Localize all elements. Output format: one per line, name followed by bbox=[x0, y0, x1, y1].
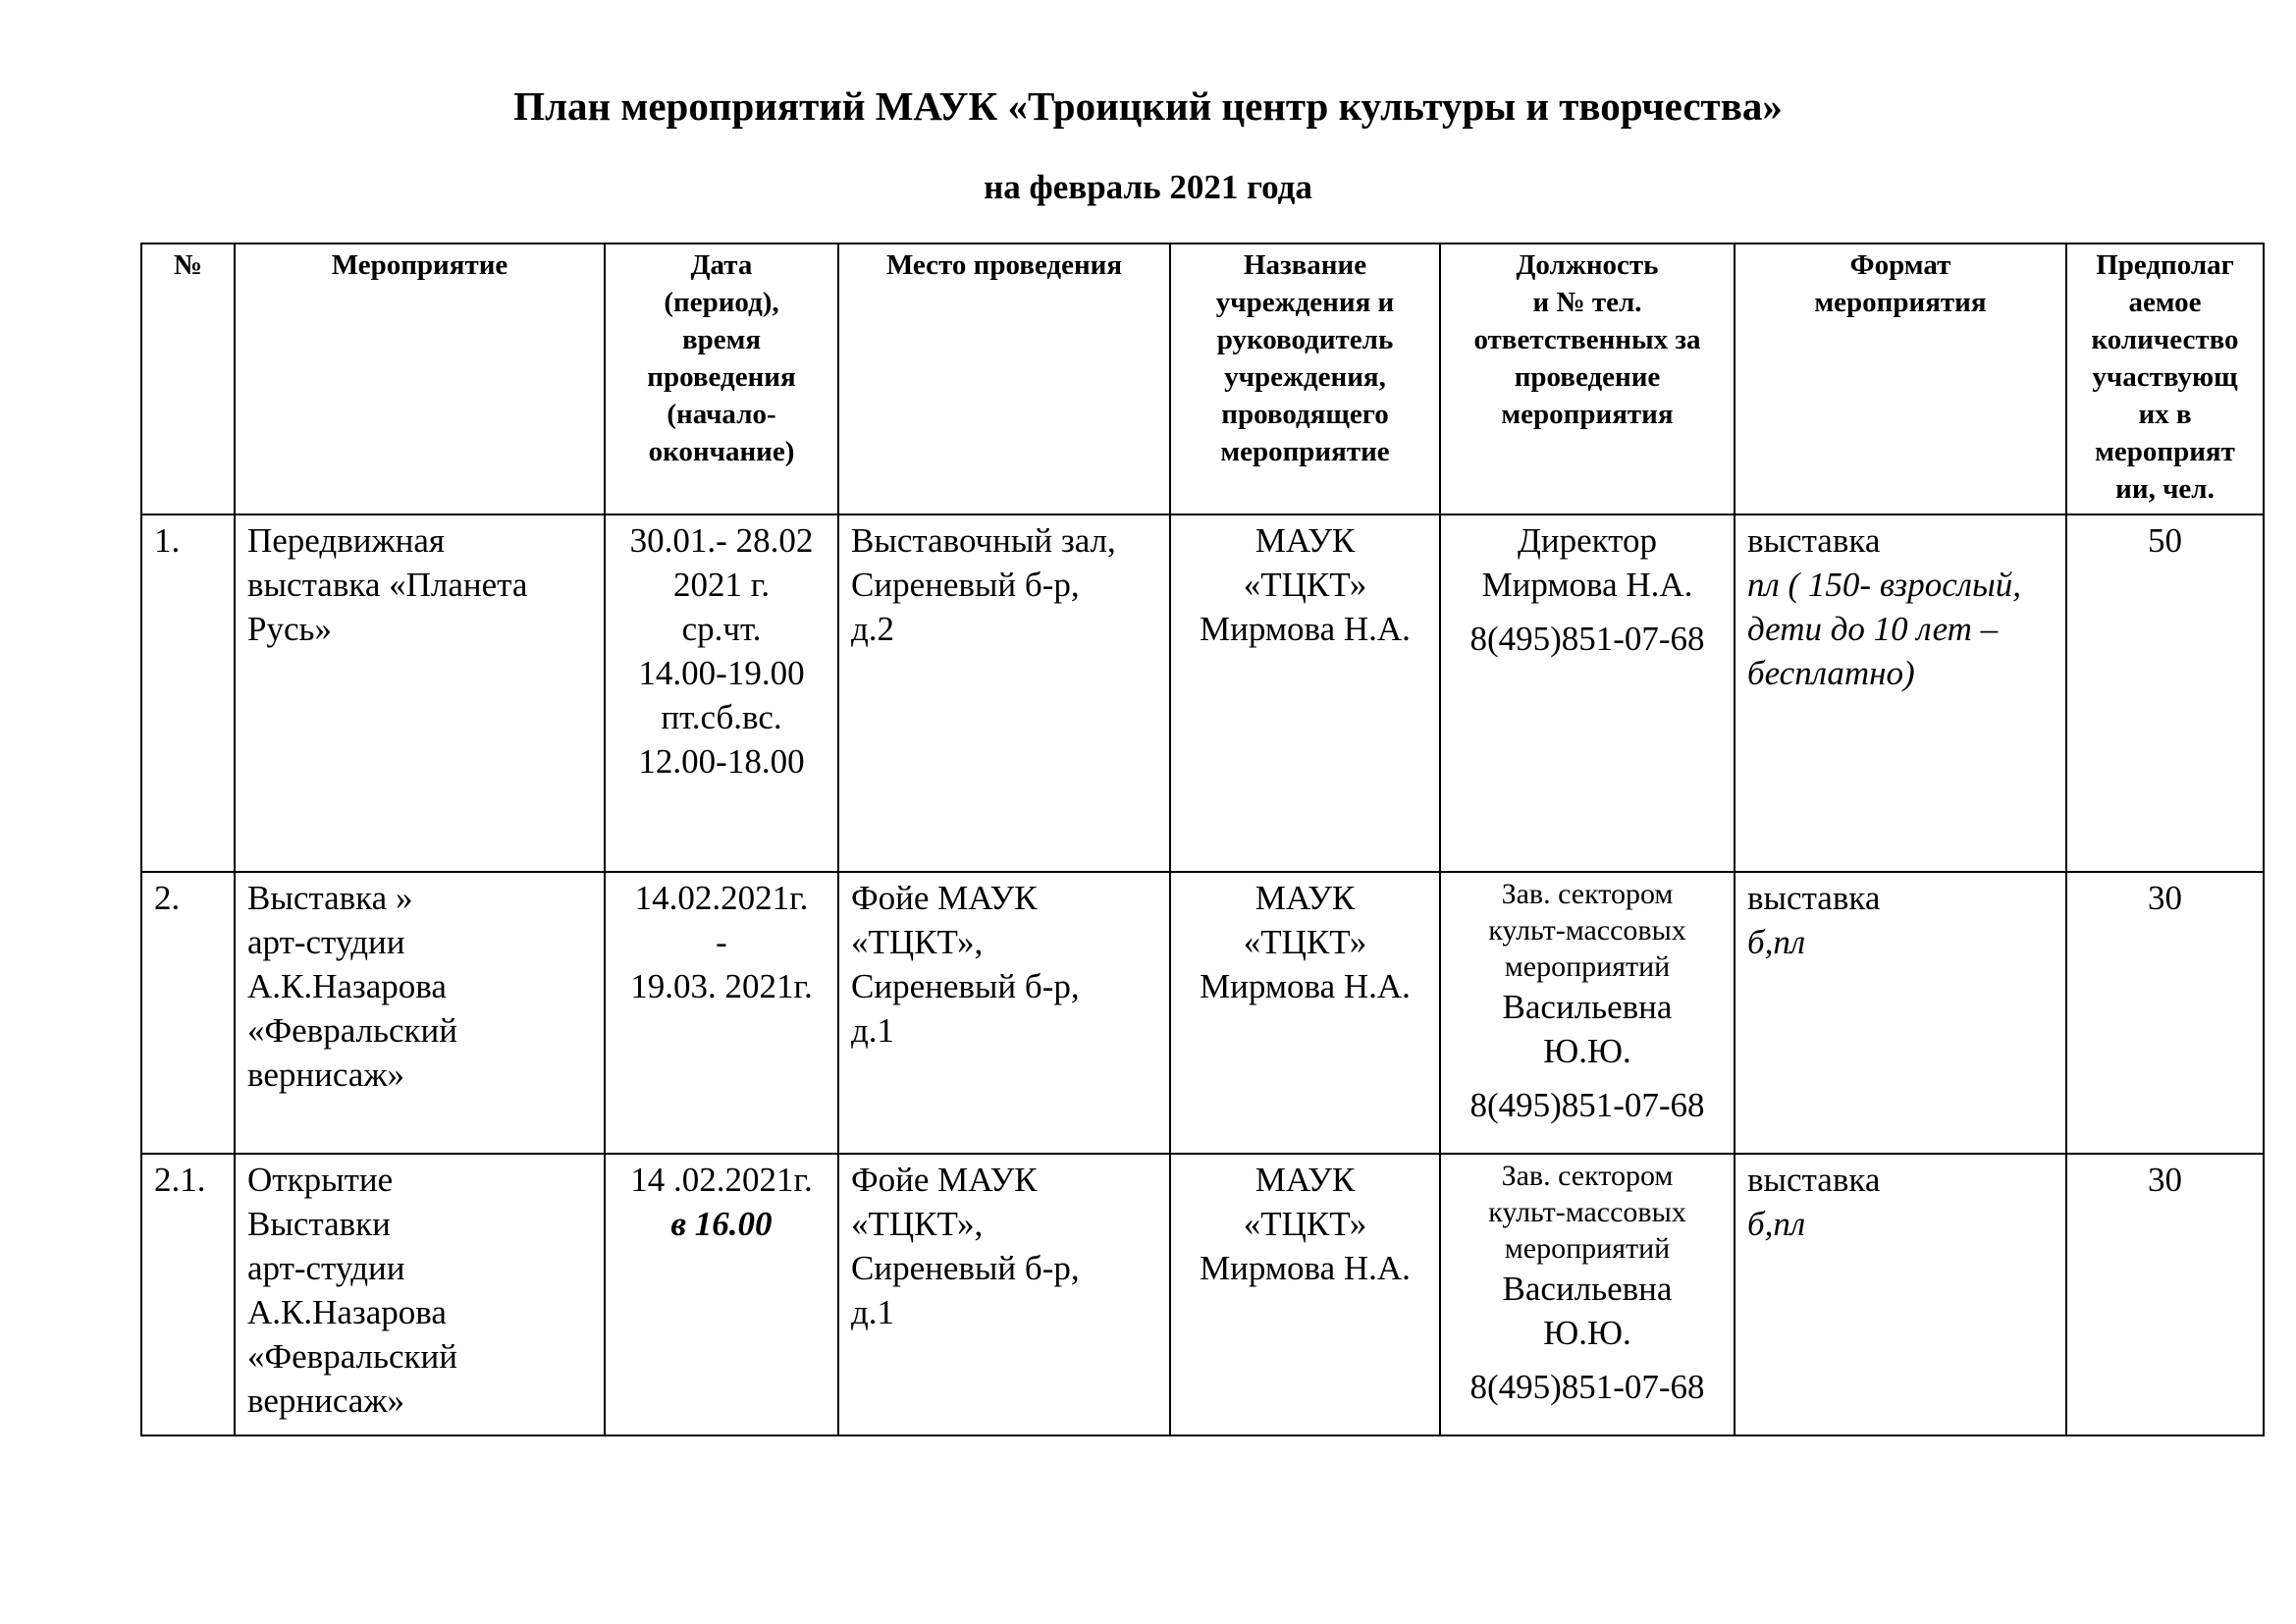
date-line: 2021 г. bbox=[673, 566, 770, 604]
event-line: арт-студии bbox=[247, 923, 405, 961]
event-line: вернисаж» bbox=[247, 1056, 404, 1094]
header-count-line: ии, чел. bbox=[2115, 473, 2215, 505]
cell-num: 1. bbox=[141, 514, 235, 872]
event-line: Выставка » bbox=[247, 879, 413, 917]
event-line: Русь» bbox=[247, 610, 332, 648]
org-line: Мирмова Н.А. bbox=[1200, 610, 1411, 648]
cell-format bbox=[1735, 514, 2066, 872]
resp-line: Васильевна bbox=[1502, 1270, 1673, 1308]
event-line: А.К.Назарова bbox=[247, 967, 447, 1005]
org-line: Мирмова Н.А. bbox=[1200, 1249, 1411, 1287]
header-count bbox=[2066, 244, 2264, 514]
org-line: МАУК bbox=[1255, 521, 1356, 560]
resp-position: мероприятий bbox=[1504, 1232, 1671, 1265]
date-time-emphasis: в 16.00 bbox=[670, 1205, 773, 1243]
header-place: Место проведения bbox=[838, 244, 1170, 514]
events-table bbox=[140, 243, 2265, 1436]
event-line: Открытие bbox=[247, 1161, 394, 1199]
org-line: «ТЦКТ» bbox=[1243, 1205, 1367, 1243]
header-date-line: (начало- bbox=[667, 399, 776, 430]
place-line: Сиреневый б-р, bbox=[851, 1249, 1080, 1287]
date-line: 14 .02.2021г. bbox=[630, 1161, 813, 1199]
place-line: д.1 bbox=[851, 1011, 895, 1050]
header-date-line: время bbox=[681, 324, 762, 355]
phone-number: 8(495)851-07-68 bbox=[1469, 1368, 1705, 1406]
place-line: Фойе МАУК bbox=[851, 1161, 1038, 1199]
event-line: вернисаж» bbox=[247, 1381, 404, 1420]
format-type: выставка bbox=[1747, 1161, 1881, 1199]
table-row bbox=[141, 1154, 2264, 1435]
header-event: Мероприятие bbox=[235, 244, 605, 514]
resp-position: Зав. сектором bbox=[1501, 1160, 1674, 1192]
document-title: План мероприятий МАУК «Троицкий центр культуры и творчества» bbox=[513, 83, 1783, 129]
format-note: бесплатно) bbox=[1747, 654, 1915, 692]
format-type: выставка bbox=[1747, 879, 1881, 917]
cell-event bbox=[235, 1154, 605, 1435]
header-date bbox=[605, 244, 838, 514]
cell-event bbox=[235, 872, 605, 1154]
header-responsible bbox=[1440, 244, 1735, 514]
header-date-line: Дата bbox=[690, 249, 753, 281]
header-org bbox=[1170, 244, 1440, 514]
header-num: № bbox=[141, 244, 235, 514]
header-format bbox=[1735, 244, 2066, 514]
header-resp-line: мероприятия bbox=[1501, 399, 1674, 430]
place-line: д.1 bbox=[851, 1293, 895, 1331]
header-row bbox=[141, 244, 2264, 514]
header-count-line: мероприят bbox=[2095, 436, 2235, 467]
header-org-line: мероприятие bbox=[1220, 436, 1390, 467]
date-line: 19.03. 2021г. bbox=[630, 967, 813, 1005]
resp-line: Ю.Ю. bbox=[1543, 1314, 1631, 1352]
resp-position: культ-массовых bbox=[1488, 1196, 1686, 1228]
cell-date bbox=[605, 1154, 838, 1435]
table-row bbox=[141, 872, 2264, 1154]
cell-count: 30 bbox=[2066, 872, 2264, 1154]
cell-date bbox=[605, 514, 838, 872]
cell-format bbox=[1735, 1154, 2066, 1435]
header-org-line: Название bbox=[1243, 249, 1367, 281]
phone-number: 8(495)851-07-68 bbox=[1469, 620, 1705, 658]
date-line: 12.00-18.00 bbox=[638, 742, 805, 781]
org-line: «ТЦКТ» bbox=[1243, 566, 1367, 604]
org-line: Мирмова Н.А. bbox=[1200, 967, 1411, 1005]
place-line: Фойе МАУК bbox=[851, 879, 1038, 917]
event-line: «Февральский bbox=[247, 1337, 457, 1376]
phone-number: 8(495)851-07-68 bbox=[1469, 1086, 1705, 1124]
cell-place bbox=[838, 1154, 1170, 1435]
header-date-line: окончание) bbox=[648, 436, 795, 467]
event-line: «Февральский bbox=[247, 1011, 457, 1050]
cell-place bbox=[838, 514, 1170, 872]
date-line: 14.02.2021г. bbox=[634, 879, 809, 917]
cell-event bbox=[235, 514, 605, 872]
event-line: Выставки bbox=[247, 1205, 391, 1243]
resp-line: Директор bbox=[1517, 521, 1658, 560]
date-line: ср.чт. bbox=[681, 610, 762, 648]
event-line: Передвижная bbox=[247, 521, 445, 560]
resp-position: мероприятий bbox=[1504, 950, 1671, 983]
cell-count: 30 bbox=[2066, 1154, 2264, 1435]
place-line: Сиреневый б-р, bbox=[851, 566, 1080, 604]
cell-place bbox=[838, 872, 1170, 1154]
resp-line: Васильевна bbox=[1502, 988, 1673, 1026]
org-line: МАУК bbox=[1255, 879, 1356, 917]
header-count-line: Предполаг bbox=[2096, 249, 2234, 281]
header-resp-line: Должность bbox=[1516, 249, 1659, 281]
cell-count: 50 bbox=[2066, 514, 2264, 872]
place-line: Сиреневый б-р, bbox=[851, 967, 1080, 1005]
resp-position: культ-массовых bbox=[1488, 914, 1686, 947]
header-resp-line: и № тел. bbox=[1532, 287, 1642, 318]
table-row bbox=[141, 514, 2264, 872]
cell-org bbox=[1170, 514, 1440, 872]
header-org-line: учреждения и bbox=[1215, 287, 1395, 318]
place-line: д.2 bbox=[851, 610, 895, 648]
cell-num: 2.1. bbox=[141, 1154, 235, 1435]
date-line: - bbox=[716, 923, 727, 961]
header-count-line: участвующ bbox=[2092, 361, 2238, 393]
resp-line: Ю.Ю. bbox=[1543, 1032, 1631, 1070]
format-note: дети до 10 лет – bbox=[1747, 610, 1999, 648]
format-note: б,пл bbox=[1747, 1205, 1806, 1243]
cell-date bbox=[605, 872, 838, 1154]
cell-responsible bbox=[1440, 1154, 1735, 1435]
date-line: пт.сб.вс. bbox=[661, 698, 782, 736]
header-org-line: проводящего bbox=[1221, 399, 1389, 430]
place-line: Выставочный зал, bbox=[851, 521, 1116, 560]
date-line: 30.01.- 28.02 bbox=[629, 521, 814, 560]
cell-org bbox=[1170, 872, 1440, 1154]
place-line: «ТЦКТ», bbox=[851, 1205, 984, 1243]
event-line: выставка «Планета bbox=[247, 566, 528, 604]
event-line: А.К.Назарова bbox=[247, 1293, 447, 1331]
event-line: арт-студии bbox=[247, 1249, 405, 1287]
place-line: «ТЦКТ», bbox=[851, 923, 984, 961]
resp-line: Мирмова Н.А. bbox=[1481, 566, 1693, 604]
header-org-line: учреждения, bbox=[1224, 361, 1386, 393]
header-date-line: проведения bbox=[647, 361, 796, 393]
header-count-line: их в bbox=[2138, 399, 2192, 430]
format-type: выставка bbox=[1747, 521, 1881, 560]
header-org-line: руководитель bbox=[1216, 324, 1394, 355]
cell-responsible bbox=[1440, 514, 1735, 872]
header-count-line: количество bbox=[2091, 324, 2239, 355]
resp-position: Зав. сектором bbox=[1501, 878, 1674, 910]
header-resp-line: проведение bbox=[1514, 361, 1661, 393]
header-date-line: (период), bbox=[664, 287, 779, 318]
header-count-line: аемое bbox=[2128, 287, 2202, 318]
date-line: 14.00-19.00 bbox=[638, 654, 805, 692]
cell-responsible bbox=[1440, 872, 1735, 1154]
header-resp-line: ответственных за bbox=[1473, 324, 1701, 355]
org-line: «ТЦКТ» bbox=[1243, 923, 1367, 961]
org-line: МАУК bbox=[1255, 1161, 1356, 1199]
header-format-line: Формат bbox=[1849, 249, 1951, 281]
format-note: пл ( 150- взрослый, bbox=[1747, 566, 2021, 604]
cell-org bbox=[1170, 1154, 1440, 1435]
header-format-line: мероприятия bbox=[1814, 287, 1987, 318]
cell-num: 2. bbox=[141, 872, 235, 1154]
format-note: б,пл bbox=[1747, 923, 1806, 961]
document-subtitle: на февраль 2021 года bbox=[984, 168, 1312, 206]
cell-format bbox=[1735, 872, 2066, 1154]
